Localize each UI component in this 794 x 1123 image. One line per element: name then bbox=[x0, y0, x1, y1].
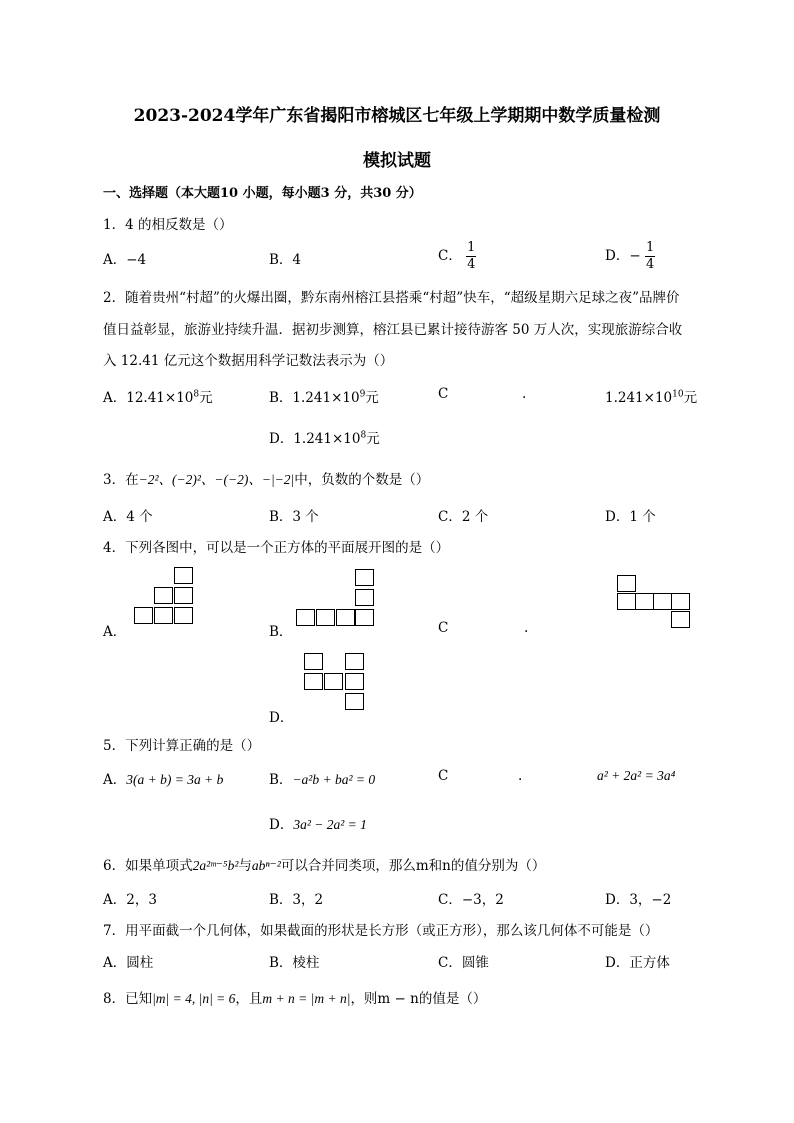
net-square bbox=[617, 575, 636, 592]
option-expression: 3a² − 2a² = 1 bbox=[293, 817, 367, 832]
option-expression: −a²b + ba² = 0 bbox=[292, 772, 376, 787]
q2-stem-line2: 值日益彰显，旅游业持续升温．据初步测算，榕江县已累计接待游客 50 万人次，实现旅游综合收 bbox=[103, 322, 683, 338]
unit: 元 bbox=[366, 431, 380, 447]
page-title: 2023-2024学年广东省揭阳市榕城区七年级上学期期中数学质量检测 bbox=[133, 106, 661, 126]
net-square bbox=[617, 593, 636, 610]
exponent: 9 bbox=[359, 389, 366, 400]
option-expression: 3(a + b) = 3a + b bbox=[126, 772, 224, 787]
stem-expression: |m| = 4, |n| = 6 bbox=[152, 991, 236, 1006]
net-square bbox=[154, 607, 173, 624]
stem-prefix: 6．如果单项式 bbox=[103, 858, 193, 874]
net-square bbox=[355, 589, 374, 606]
option-text: 1.241×10 bbox=[605, 390, 673, 406]
net-square bbox=[355, 609, 374, 626]
net-square bbox=[653, 593, 672, 610]
net-square bbox=[174, 587, 193, 604]
q6-option-a: A．2，3 bbox=[103, 892, 157, 908]
q6-option-b: B．3，2 bbox=[269, 892, 324, 908]
net-square bbox=[345, 693, 364, 710]
q2-option-d bbox=[269, 427, 380, 447]
q1-option-c bbox=[438, 240, 476, 273]
q1-option-d-label: D．− bbox=[605, 248, 641, 264]
q7-option-b: B．棱柱 bbox=[269, 955, 320, 971]
q3-option-d: D．1 个 bbox=[605, 509, 656, 525]
q4-option-a: A． bbox=[103, 624, 127, 640]
stem-expression: 2a²ᵐ⁻⁵b² bbox=[192, 858, 239, 873]
net-square bbox=[345, 673, 364, 690]
stem-suffix: 可以合并同类项，那么m和n的值分别为（） bbox=[280, 858, 546, 874]
option-label: D． bbox=[269, 817, 294, 833]
q1-option-a: A．−4 bbox=[103, 252, 147, 268]
stem-connector: ，且 bbox=[235, 991, 263, 1007]
net-square bbox=[174, 567, 193, 584]
option-label: A． bbox=[103, 772, 127, 788]
fraction-denominator: 4 bbox=[645, 257, 655, 272]
q1-option-d bbox=[605, 240, 655, 273]
option-text: D．1.241×10 bbox=[269, 431, 361, 447]
unit: 元 bbox=[365, 390, 379, 406]
net-square bbox=[296, 609, 315, 626]
q2-option-c bbox=[605, 386, 697, 406]
net-square bbox=[355, 569, 374, 586]
section-header: 一、选择题（本大题10 小题，每小题3 分，共30 分） bbox=[103, 186, 422, 201]
q2-option-c-label: C bbox=[438, 386, 449, 402]
q1-option-b: B．4 bbox=[269, 252, 302, 268]
unit: 元 bbox=[199, 390, 213, 406]
stem-expression: abⁿ⁻² bbox=[251, 858, 281, 873]
q5-option-c-dot: . bbox=[518, 768, 523, 784]
q2-option-b bbox=[269, 386, 379, 406]
net-square bbox=[154, 587, 173, 604]
option-text: B．1.241×10 bbox=[269, 390, 360, 406]
stem-suffix: ，则m − n的值是（） bbox=[350, 991, 487, 1007]
q3-option-c: C．2 个 bbox=[438, 509, 489, 525]
net-square bbox=[671, 593, 690, 610]
q2-stem-line3: 入 12.41 亿元这个数据用科学记数法表示为（） bbox=[103, 353, 394, 369]
q5-option-c: a² + 2a² = 3a⁴ bbox=[597, 768, 676, 783]
q2-option-a bbox=[103, 386, 213, 406]
net-square bbox=[174, 607, 193, 624]
q7-option-c: C．圆锥 bbox=[438, 955, 489, 971]
net-square bbox=[134, 607, 153, 624]
fraction-denominator: 4 bbox=[467, 257, 476, 272]
q7-option-d: D．正方体 bbox=[605, 955, 670, 971]
q3-option-a: A．4 个 bbox=[103, 509, 153, 525]
stem-prefix: 3．在 bbox=[103, 472, 139, 488]
net-square bbox=[316, 609, 335, 626]
q7-stem: 7．用平面截一个几何体，如果截面的形状是长方形（或正方形），那么该几何体不可能是（） bbox=[103, 923, 659, 939]
q8-stem bbox=[103, 987, 486, 1007]
q1-option-c-label: C． bbox=[438, 248, 462, 264]
q6-option-d: D．3，−2 bbox=[605, 892, 672, 908]
fraction-numerator: 1 bbox=[645, 240, 655, 255]
net-square bbox=[304, 673, 323, 690]
option-label: B． bbox=[269, 772, 293, 788]
q1-option-c-fraction bbox=[466, 240, 476, 273]
q4-option-c-dot: . bbox=[524, 620, 529, 636]
q1-option-d-fraction bbox=[645, 240, 655, 273]
q5-option-b bbox=[269, 768, 375, 788]
stem-suffix: 中，负数的个数是（） bbox=[294, 472, 430, 488]
option-text: A．12.41×10 bbox=[103, 390, 194, 406]
net-square bbox=[671, 611, 690, 628]
net-square bbox=[324, 673, 343, 690]
stem-expression: −2²、(−2)²、−(−2)、−|−2| bbox=[138, 472, 295, 487]
q7-option-a: A．圆柱 bbox=[103, 955, 154, 971]
q2-stem-line1: 2．随着贵州“村超”的火爆出圈，黔东南州榕江县搭乘“村超”快车，“超级星期六足球之夜”品牌价 bbox=[103, 290, 680, 306]
net-square bbox=[304, 653, 323, 670]
q3-stem bbox=[103, 468, 429, 488]
q4-option-c: C bbox=[438, 620, 449, 636]
q6-option-c: C．−3，2 bbox=[438, 892, 504, 908]
net-square bbox=[345, 653, 364, 670]
page-subtitle: 模拟试题 bbox=[363, 151, 431, 171]
stem-prefix: 8．已知 bbox=[103, 991, 153, 1007]
q4-option-d: D． bbox=[269, 710, 294, 726]
q3-option-b: B．3 个 bbox=[269, 509, 319, 525]
fraction-numerator: 1 bbox=[467, 240, 476, 255]
stem-expression: m + n = |m + n| bbox=[262, 991, 351, 1006]
exponent: 8 bbox=[360, 430, 367, 441]
q5-option-a bbox=[103, 768, 223, 788]
q2-option-c-dot: . bbox=[522, 386, 527, 402]
q5-option-d bbox=[269, 813, 367, 833]
net-square bbox=[336, 609, 355, 626]
q5-stem: 5．下列计算正确的是（） bbox=[103, 738, 261, 754]
q1-stem: 1．4 的相反数是（） bbox=[103, 217, 233, 233]
stem-connector: 与 bbox=[238, 858, 252, 874]
q4-option-b: B． bbox=[269, 624, 293, 640]
exponent: 10 bbox=[672, 389, 684, 400]
q5-option-c-label: C bbox=[438, 768, 449, 784]
q6-stem bbox=[103, 854, 545, 874]
net-square bbox=[635, 593, 654, 610]
unit: 元 bbox=[683, 390, 698, 406]
exponent: 8 bbox=[193, 389, 200, 400]
q4-stem: 4．下列各图中，可以是一个正方体的平面展开图的是（） bbox=[103, 540, 450, 556]
